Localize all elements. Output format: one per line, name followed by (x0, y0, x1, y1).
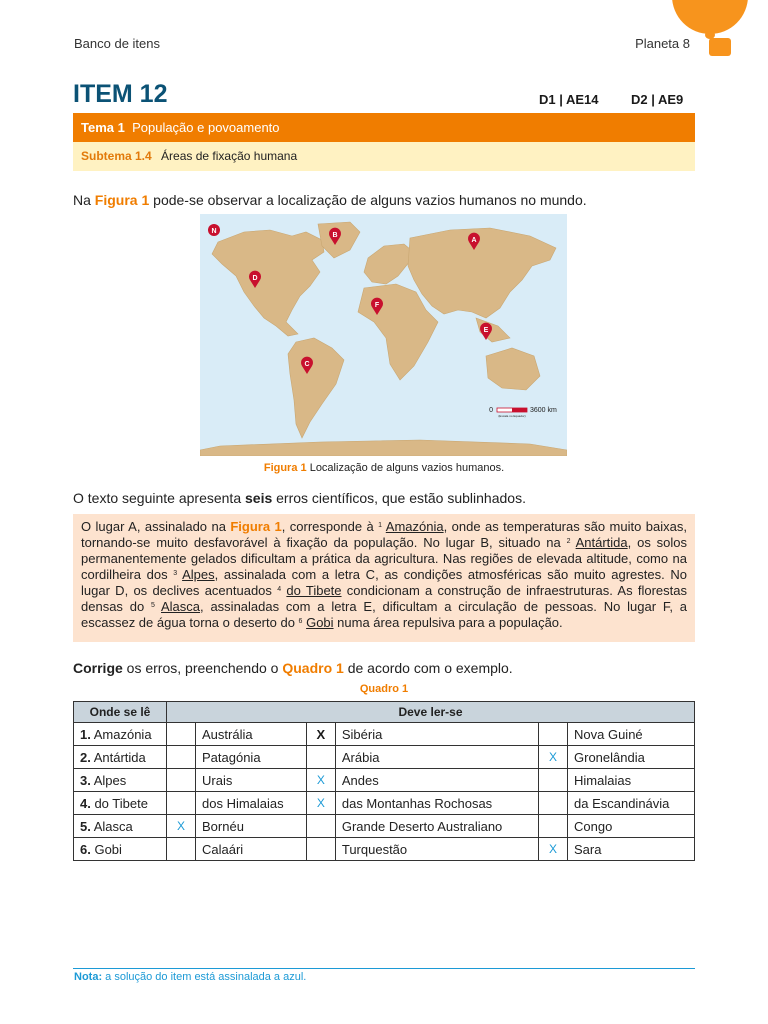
text-figure-ref: Figura 1 (230, 519, 282, 534)
option-label: Nova Guiné (568, 723, 695, 746)
answer-checkbox[interactable]: X (539, 746, 568, 769)
instruction-paragraph: Corrige os erros, preenchendo o Quadro 1 de acordo com o exemplo. (73, 660, 513, 676)
option-label: Patagónia (196, 746, 307, 769)
option-label: Austrália (196, 723, 307, 746)
scale-end: 3600 km (530, 407, 557, 414)
scale-start: 0 (489, 407, 493, 414)
row-number: 2. (80, 749, 91, 765)
row-number: 3. (80, 772, 91, 788)
answer-checkbox[interactable] (306, 838, 335, 861)
subtema-text: Áreas de fixação humana (161, 149, 298, 163)
marker-label: C (304, 361, 310, 368)
marker-label: D (252, 275, 258, 282)
error-2: Antártida (575, 535, 628, 550)
marker-label: F (374, 302, 380, 309)
quadro-table (73, 701, 695, 861)
row-word: Gobi (90, 841, 122, 857)
row-number: 4. (80, 795, 91, 811)
row-number: 5. (80, 818, 91, 834)
option-label: das Montanhas Rochosas (335, 792, 538, 815)
quadro-title: Quadro 1 (359, 683, 409, 695)
row-number: 6. (80, 841, 91, 857)
note (74, 971, 306, 983)
option-label: dos Himalaias (196, 792, 307, 815)
scale-bar (489, 407, 557, 418)
australia-shape (486, 348, 540, 390)
svg-text:N: N (211, 228, 217, 235)
note-divider (73, 968, 695, 969)
answer-checkbox[interactable] (539, 723, 568, 746)
option-label: Congo (568, 815, 695, 838)
answer-checkbox[interactable] (167, 838, 196, 861)
intro-pre: Na (73, 192, 95, 208)
north-america-shape (212, 230, 324, 336)
answer-checkbox[interactable]: X (306, 723, 335, 746)
statement-pre: O texto seguinte apresenta (73, 490, 245, 506)
instruction-quadro-ref: Quadro 1 (282, 660, 344, 676)
option-label: Andes (335, 769, 538, 792)
item-title: ITEM 12 (73, 80, 168, 108)
antarctica-shape (200, 440, 567, 456)
subtema-label: Subtema 1.4 (81, 149, 152, 163)
error-1: Amazónia (385, 519, 444, 534)
row-number: 1. (80, 726, 91, 742)
tema-bar (73, 113, 695, 142)
answer-checkbox[interactable] (306, 746, 335, 769)
intro-figure-ref: Figura 1 (94, 192, 150, 208)
option-label: Gronelândia (568, 746, 695, 769)
answer-checkbox[interactable]: X (306, 792, 335, 815)
caption-text: Localização de alguns vazios humanos. (306, 462, 505, 474)
onde-se-le-cell (74, 746, 167, 769)
error-text-box: O lugar A, assinalado na Figura 1, corresponde à $^1$ Amazónia, onde as temperaturas são muito baixas, tornando-se muito desfavorável à fixação da população. No lugar B, situado na $^2$ Antártida, os solos permanentemente gelados dificultam a prática da agricultura. Nas regiões de elevada altitude, como na cordilheira dos $^3$ Alpes, assinalada com a letra C, as condições atmosféricas são muito agrestes. No lugar D, os declives acentuados $^4$ do Tibete condicionam a construção de infraestruturas. As florestas densas do $^5$ Alasca, assinaladas com a letra E, dificultam a circulação de pessoas. No lugar F, a escassez de água torna o deserto do $^6$ Gobi numa área repulsiva para a população. (73, 514, 695, 642)
marker-label: E (483, 327, 489, 334)
marker-label: B (332, 232, 338, 239)
intro-post: pode-se observar a localização de alguns vazios humanos no mundo. (149, 192, 587, 208)
option-label: Sibéria (335, 723, 538, 746)
compass-icon (208, 224, 220, 236)
subtema-bar (73, 142, 695, 171)
onde-se-le-cell (74, 769, 167, 792)
answer-checkbox[interactable] (167, 792, 196, 815)
option-label: Himalaias (568, 769, 695, 792)
error-3: Alpes (182, 567, 215, 582)
note-label: Nota: (74, 971, 103, 983)
intro-paragraph (73, 192, 587, 208)
row-word: Antártida (90, 749, 146, 765)
table-row (74, 746, 695, 769)
table-row (74, 838, 695, 861)
instruction-bold: Corrige (73, 660, 123, 676)
answer-checkbox[interactable]: X (539, 838, 568, 861)
header-left: Banco de itens (74, 36, 161, 51)
onde-se-le-cell (74, 792, 167, 815)
statement-paragraph (73, 490, 526, 506)
answer-checkbox[interactable] (167, 769, 196, 792)
statement-post: erros científicos, que estão sublinhados. (272, 490, 526, 506)
option-label: Bornéu (196, 815, 307, 838)
table-row (74, 815, 695, 838)
tema-label: Tema 1 (81, 120, 125, 135)
onde-se-le-cell (74, 815, 167, 838)
option-label: Turquestão (335, 838, 538, 861)
onde-se-le-cell (74, 838, 167, 861)
option-label: da Escandinávia (568, 792, 695, 815)
answer-checkbox[interactable] (539, 769, 568, 792)
error-6: Gobi (306, 615, 334, 630)
answer-checkbox[interactable] (306, 815, 335, 838)
scale-note: (Escala no Equador) (498, 414, 526, 418)
option-label: Calaári (196, 838, 307, 861)
balloon-basket-icon (709, 38, 731, 56)
tema-text: População e povoamento (132, 120, 280, 135)
note-text: a solução do item está assinalada a azul. (102, 971, 307, 983)
answer-checkbox[interactable] (167, 723, 196, 746)
answer-checkbox[interactable] (539, 792, 568, 815)
row-word: do Tibete (90, 795, 148, 811)
asia-shape (408, 228, 556, 318)
header-right: Planeta 8 (635, 36, 690, 51)
error-5: Alasca (161, 599, 201, 614)
table-row (74, 769, 695, 792)
figure-caption (0, 462, 768, 474)
header-deve-ler-se: Deve ler-se (167, 702, 695, 723)
header-onde-se-le: Onde se lê (74, 702, 167, 723)
option-label: Grande Deserto Australiano (335, 815, 538, 838)
descriptor-d2: D2 | AE9 (631, 92, 684, 107)
caption-label: Figura 1 (263, 462, 307, 474)
answer-checkbox[interactable]: X (167, 815, 196, 838)
error-4: do Tibete (286, 583, 342, 598)
option-label: Arábia (335, 746, 538, 769)
south-america-shape (288, 338, 344, 438)
table-row (74, 792, 695, 815)
balloon-logo (672, 0, 748, 34)
onde-se-le-cell (74, 723, 167, 746)
answer-checkbox[interactable]: X (306, 769, 335, 792)
world-map (200, 214, 567, 456)
marker-label: A (471, 237, 477, 244)
option-label: Sara (568, 838, 695, 861)
row-word: Alasca (90, 818, 133, 834)
descriptor-d1: D1 | AE14 (539, 92, 599, 107)
row-word: Alpes (90, 772, 127, 788)
row-word: Amazónia (90, 726, 152, 742)
table-row (74, 723, 695, 746)
answer-checkbox[interactable] (167, 746, 196, 769)
option-label: Urais (196, 769, 307, 792)
statement-bold: seis (245, 490, 273, 506)
world-map-svg (200, 214, 567, 456)
answer-checkbox[interactable] (539, 815, 568, 838)
greenland-shape (318, 222, 360, 258)
